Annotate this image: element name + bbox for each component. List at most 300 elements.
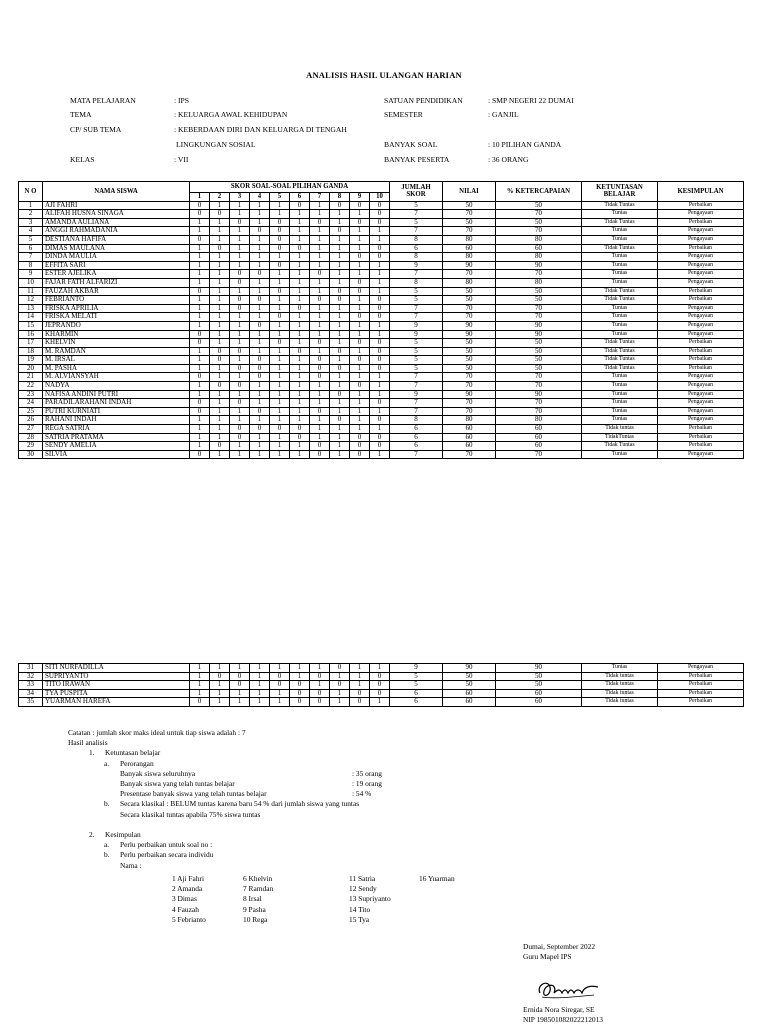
- question-score: 1: [330, 330, 350, 339]
- meta-value-subject: : IPS: [174, 96, 189, 105]
- achievement-percent: 50: [496, 201, 582, 210]
- item-a-number: a.: [104, 758, 110, 768]
- question-score: 0: [250, 373, 270, 382]
- student-number: 13: [19, 304, 43, 313]
- question-score: 1: [310, 261, 330, 270]
- student-name: SITI NURFADILLA: [43, 664, 190, 673]
- question-score: 1: [290, 416, 310, 425]
- question-score: 1: [270, 270, 290, 279]
- question-score: 1: [230, 390, 250, 399]
- achievement-percent: 90: [496, 321, 582, 330]
- achievement-percent: 70: [496, 210, 582, 219]
- student-number: 14: [19, 313, 43, 322]
- question-score: 0: [270, 672, 290, 681]
- question-score: 1: [310, 227, 330, 236]
- question-score: 1: [270, 450, 290, 459]
- question-score: 1: [250, 201, 270, 210]
- question-score: 1: [190, 356, 210, 365]
- item-b-cont: Secara klasikal tuntas apabila 75% siswa tuntas: [120, 809, 261, 819]
- question-score: 1: [230, 407, 250, 416]
- total-score: 8: [390, 253, 443, 262]
- meta-label-school: SATUAN PENDIDIKAN: [384, 96, 463, 105]
- question-score: 1: [310, 664, 330, 673]
- question-score: 1: [290, 321, 310, 330]
- remedial-student-name: 3 Dimas: [172, 894, 197, 904]
- student-name: ANGGI RAHMADANIA: [43, 227, 190, 236]
- question-score: 1: [330, 261, 350, 270]
- achievement-percent: 70: [496, 399, 582, 408]
- question-score: 1: [270, 433, 290, 442]
- question-score: 1: [210, 399, 230, 408]
- names-column-3: [349, 874, 391, 925]
- item2-number: 2.: [89, 830, 95, 840]
- question-score: 1: [290, 664, 310, 673]
- header-question-4: 4: [250, 193, 270, 202]
- total-score: 5: [390, 672, 443, 681]
- grade-value: 80: [443, 278, 496, 287]
- question-score: 1: [210, 304, 230, 313]
- student-number: 32: [19, 672, 43, 681]
- question-score: 1: [270, 698, 290, 707]
- names-label: Nama :: [120, 860, 142, 870]
- question-score: 1: [210, 689, 230, 698]
- total-score: 7: [390, 227, 443, 236]
- question-score: 1: [250, 442, 270, 451]
- conclusion: Perbaikan: [658, 433, 744, 442]
- item2-label: Kesimpulan: [105, 830, 141, 840]
- conclusion: Perbaikan: [658, 689, 744, 698]
- question-score: 1: [330, 339, 350, 348]
- student-name: KHARMIN: [43, 330, 190, 339]
- grade-value: 80: [443, 253, 496, 262]
- remedial-student-name: 1 Aji Fahri: [172, 874, 205, 883]
- question-score: 0: [190, 450, 210, 459]
- question-score: 0: [310, 364, 330, 373]
- header-question-6: 6: [290, 193, 310, 202]
- question-score: 1: [290, 210, 310, 219]
- conclusion: Pengayaan: [658, 382, 744, 391]
- question-score: 1: [290, 261, 310, 270]
- achievement-percent: 50: [496, 339, 582, 348]
- header-question-1: 1: [190, 193, 210, 202]
- conclusion: Pengayaan: [658, 450, 744, 459]
- grade-value: 90: [443, 321, 496, 330]
- question-score: 0: [190, 201, 210, 210]
- question-score: 1: [190, 313, 210, 322]
- question-score: 1: [290, 218, 310, 227]
- total-score: 5: [390, 218, 443, 227]
- question-score: 1: [270, 330, 290, 339]
- header-no: N O: [19, 182, 43, 202]
- question-score: 1: [230, 373, 250, 382]
- question-score: 1: [330, 356, 350, 365]
- question-score: 0: [310, 339, 330, 348]
- mastery-status: Tuntas: [582, 390, 658, 399]
- question-score: 1: [210, 425, 230, 434]
- mastery-status: Tuntas: [582, 210, 658, 219]
- student-number: 7: [19, 253, 43, 262]
- student-row: [19, 304, 744, 313]
- total-score: 9: [390, 330, 443, 339]
- grades-table-page2: [18, 663, 744, 707]
- question-score: 1: [190, 672, 210, 681]
- total-score: 5: [390, 287, 443, 296]
- question-score: 0: [230, 672, 250, 681]
- question-score: 1: [250, 416, 270, 425]
- question-score: 1: [210, 339, 230, 348]
- conclusion: Pengayaan: [658, 304, 744, 313]
- question-score: 1: [270, 364, 290, 373]
- student-row: [19, 313, 744, 322]
- achievement-percent: 50: [496, 218, 582, 227]
- question-score: 0: [190, 407, 210, 416]
- question-score: 0: [230, 296, 250, 305]
- student-name: SILVIA: [43, 450, 190, 459]
- grade-value: 90: [443, 390, 496, 399]
- meta-label-theme: TEMA: [70, 110, 92, 119]
- question-score: 1: [290, 356, 310, 365]
- total-score: 9: [390, 261, 443, 270]
- question-score: 1: [230, 689, 250, 698]
- question-score: 0: [330, 296, 350, 305]
- question-score: 0: [210, 672, 230, 681]
- question-score: 1: [350, 296, 370, 305]
- student-name: NAFISA ANDINI PUTRI: [43, 390, 190, 399]
- grade-value: 70: [443, 373, 496, 382]
- question-score: 1: [270, 304, 290, 313]
- student-number: 18: [19, 347, 43, 356]
- question-score: 1: [290, 227, 310, 236]
- question-score: 1: [310, 304, 330, 313]
- question-score: 1: [230, 210, 250, 219]
- question-score: 0: [310, 450, 330, 459]
- question-score: 1: [330, 450, 350, 459]
- remedial-student-name: 11 Satria: [349, 874, 376, 883]
- header-scores: SKOR SOAL-SOAL PILIHAN GANDA: [190, 182, 390, 193]
- student-number: 33: [19, 681, 43, 690]
- signature-nip: NIP 198501082022212013: [523, 1015, 603, 1025]
- item-kb-number: b.: [104, 850, 110, 860]
- student-name: FRISKA MELATI: [43, 313, 190, 322]
- achievement-percent: 70: [496, 313, 582, 322]
- question-score: 1: [290, 253, 310, 262]
- total-score: 8: [390, 278, 443, 287]
- note-catatan: Catatan : jumlah skor maks ideal untuk tiap siswa adalah : 7: [68, 728, 246, 737]
- question-score: 1: [190, 270, 210, 279]
- meta-value-questions: : 10 PILIHAN GANDA: [488, 140, 562, 149]
- total-score: 5: [390, 364, 443, 373]
- question-score: 0: [190, 287, 210, 296]
- conclusion: Pengayaan: [658, 399, 744, 408]
- student-name: AMANDA AULIANA: [43, 218, 190, 227]
- stat-label-passed: Banyak siswa yang telah tuntas belajar: [120, 779, 235, 789]
- question-score: 1: [250, 313, 270, 322]
- signature-place-date: Dumai, September 2022: [523, 942, 596, 951]
- student-row: [19, 261, 744, 270]
- question-score: 1: [190, 390, 210, 399]
- page-title: ANALISIS HASIL ULANGAN HARIAN: [306, 70, 462, 80]
- achievement-percent: 60: [496, 425, 582, 434]
- conclusion: Perbaikan: [658, 339, 744, 348]
- student-row: [19, 321, 744, 330]
- student-number: 25: [19, 407, 43, 416]
- question-score: 1: [190, 442, 210, 451]
- grade-value: 60: [443, 689, 496, 698]
- question-score: 1: [350, 321, 370, 330]
- question-score: 0: [250, 356, 270, 365]
- question-score: 0: [210, 356, 230, 365]
- question-score: 0: [310, 296, 330, 305]
- question-score: 1: [230, 416, 250, 425]
- conclusion: Pengayaan: [658, 664, 744, 673]
- achievement-percent: 70: [496, 450, 582, 459]
- student-number: 27: [19, 425, 43, 434]
- question-score: 1: [210, 373, 230, 382]
- analysis-notes: [68, 728, 382, 871]
- grade-value: 50: [443, 356, 496, 365]
- question-score: 1: [210, 450, 230, 459]
- grade-value: 50: [443, 364, 496, 373]
- student-row: [19, 227, 744, 236]
- grade-value: 90: [443, 664, 496, 673]
- meta-label-subtheme: CP/ SUB TEMA: [70, 125, 122, 134]
- question-score: 1: [310, 244, 330, 253]
- remedial-student-name: 2 Amanda: [172, 884, 203, 894]
- remedial-student-name: 8 Irsal: [243, 894, 262, 904]
- question-score: 1: [350, 399, 370, 408]
- question-score: 1: [270, 356, 290, 365]
- question-score: 1: [370, 390, 390, 399]
- total-score: 8: [390, 416, 443, 425]
- student-name: AJI FAHRI: [43, 201, 190, 210]
- achievement-percent: 50: [496, 681, 582, 690]
- question-score: 0: [350, 442, 370, 451]
- question-score: 1: [310, 210, 330, 219]
- total-score: 7: [390, 382, 443, 391]
- question-score: 0: [370, 672, 390, 681]
- question-score: 1: [250, 287, 270, 296]
- question-score: 1: [350, 270, 370, 279]
- question-score: 1: [190, 433, 210, 442]
- achievement-percent: 50: [496, 296, 582, 305]
- student-number: 26: [19, 416, 43, 425]
- question-score: 1: [290, 672, 310, 681]
- question-score: 0: [230, 218, 250, 227]
- question-score: 0: [270, 261, 290, 270]
- question-score: 1: [330, 278, 350, 287]
- question-score: 1: [350, 364, 370, 373]
- grade-value: 70: [443, 399, 496, 408]
- question-score: 1: [330, 244, 350, 253]
- question-score: 1: [310, 382, 330, 391]
- question-score: 1: [250, 347, 270, 356]
- remedial-student-name: 13 Supriyanto: [349, 894, 391, 904]
- question-score: 1: [310, 390, 330, 399]
- item-b-label: Secara klasikal : BELUM tuntas karena baru 54 % dari jumlah siswa yang tuntas: [120, 799, 360, 809]
- conclusion: Perbaikan: [658, 244, 744, 253]
- question-score: 1: [230, 339, 250, 348]
- student-number: 22: [19, 382, 43, 391]
- question-score: 1: [330, 382, 350, 391]
- header-question-9: 9: [350, 193, 370, 202]
- student-name: YUARMAN HAREFA: [43, 698, 190, 707]
- question-score: 1: [190, 689, 210, 698]
- conclusion: Pengayaan: [658, 330, 744, 339]
- student-number: 11: [19, 287, 43, 296]
- question-score: 1: [210, 364, 230, 373]
- student-number: 28: [19, 433, 43, 442]
- student-number: 20: [19, 364, 43, 373]
- student-row: [19, 235, 744, 244]
- student-number: 23: [19, 390, 43, 399]
- question-score: 1: [250, 382, 270, 391]
- student-row: [19, 347, 744, 356]
- question-score: 1: [270, 201, 290, 210]
- grade-value: 60: [443, 433, 496, 442]
- grade-value: 70: [443, 304, 496, 313]
- question-score: 1: [370, 450, 390, 459]
- names-column-2: [243, 874, 273, 925]
- mastery-status: Tuntas: [582, 261, 658, 270]
- question-score: 0: [310, 442, 330, 451]
- student-name: PUTRI KURNIATI: [43, 407, 190, 416]
- grade-value: 50: [443, 672, 496, 681]
- student-row: [19, 364, 744, 373]
- question-score: 0: [270, 218, 290, 227]
- student-name: FRISKA APRILIA: [43, 304, 190, 313]
- grade-value: 60: [443, 698, 496, 707]
- question-score: 1: [250, 278, 270, 287]
- remedial-student-name: 12 Sendy: [349, 884, 377, 894]
- question-score: 0: [190, 339, 210, 348]
- question-score: 1: [250, 253, 270, 262]
- grade-value: 60: [443, 442, 496, 451]
- achievement-percent: 60: [496, 433, 582, 442]
- conclusion: Perbaikan: [658, 347, 744, 356]
- question-score: 1: [350, 304, 370, 313]
- student-row: [19, 278, 744, 287]
- meta-value-theme: : KELUARGA AWAL KEHIDUPAN: [174, 110, 288, 119]
- question-score: 0: [290, 244, 310, 253]
- signature-identity: [523, 1005, 603, 1025]
- conclusion: Pengayaan: [658, 407, 744, 416]
- question-score: 1: [330, 304, 350, 313]
- question-score: 0: [270, 235, 290, 244]
- grade-value: 80: [443, 416, 496, 425]
- question-score: 1: [250, 672, 270, 681]
- header-question-2: 2: [210, 193, 230, 202]
- mastery-status: Tidak Tuntas: [582, 339, 658, 348]
- question-score: 1: [290, 313, 310, 322]
- question-score: 0: [250, 296, 270, 305]
- question-score: 1: [270, 373, 290, 382]
- conclusion: Pengayaan: [658, 227, 744, 236]
- achievement-percent: 70: [496, 270, 582, 279]
- conclusion: Pengayaan: [658, 390, 744, 399]
- signature-role: Guru Mapel IPS: [523, 952, 572, 962]
- total-score: 6: [390, 425, 443, 434]
- question-score: 1: [350, 416, 370, 425]
- question-score: 0: [370, 210, 390, 219]
- student-row: [19, 664, 744, 673]
- question-score: 1: [290, 278, 310, 287]
- total-score: 7: [390, 313, 443, 322]
- question-score: 0: [310, 218, 330, 227]
- question-score: 0: [350, 313, 370, 322]
- question-score: 0: [310, 270, 330, 279]
- question-score: 1: [350, 227, 370, 236]
- question-score: 1: [350, 261, 370, 270]
- grade-value: 70: [443, 382, 496, 391]
- question-score: 1: [210, 416, 230, 425]
- grade-value: 70: [443, 227, 496, 236]
- question-score: 1: [210, 201, 230, 210]
- student-number: 31: [19, 664, 43, 673]
- question-score: 1: [190, 253, 210, 262]
- question-score: 1: [270, 390, 290, 399]
- question-score: 1: [370, 407, 390, 416]
- question-score: 1: [310, 330, 330, 339]
- question-score: 1: [310, 321, 330, 330]
- question-score: 0: [210, 347, 230, 356]
- achievement-percent: 60: [496, 698, 582, 707]
- question-score: 1: [310, 253, 330, 262]
- student-number: 34: [19, 689, 43, 698]
- question-score: 1: [270, 296, 290, 305]
- header-question-8: 8: [330, 193, 350, 202]
- question-score: 1: [250, 390, 270, 399]
- student-number: 15: [19, 321, 43, 330]
- question-score: 1: [210, 227, 230, 236]
- grade-value: 70: [443, 270, 496, 279]
- question-score: 1: [330, 253, 350, 262]
- student-name: KHELVIN: [43, 339, 190, 348]
- question-score: 1: [290, 373, 310, 382]
- question-score: 1: [190, 382, 210, 391]
- question-score: 1: [270, 253, 290, 262]
- question-score: 1: [330, 407, 350, 416]
- student-row: [19, 689, 744, 698]
- student-name: REGA SATRIA: [43, 425, 190, 434]
- header-question-7: 7: [310, 193, 330, 202]
- item-a-label: Perorangan: [120, 758, 154, 768]
- grade-value: 70: [443, 450, 496, 459]
- question-score: 1: [210, 287, 230, 296]
- question-score: 1: [290, 339, 310, 348]
- question-score: 1: [290, 407, 310, 416]
- remedial-student-name: 14 Tito: [349, 904, 371, 914]
- grade-value: 70: [443, 210, 496, 219]
- question-score: 0: [270, 313, 290, 322]
- mastery-status: Tidak Tuntas: [582, 218, 658, 227]
- grade-value: 50: [443, 218, 496, 227]
- question-score: 1: [330, 210, 350, 219]
- question-score: 0: [290, 433, 310, 442]
- question-score: 1: [230, 287, 250, 296]
- student-name: DINDA MAULIA: [43, 253, 190, 262]
- question-score: 0: [290, 201, 310, 210]
- question-score: 1: [210, 278, 230, 287]
- question-score: 1: [270, 399, 290, 408]
- question-score: 1: [330, 433, 350, 442]
- question-score: 0: [370, 689, 390, 698]
- student-row: [19, 698, 744, 707]
- question-score: 1: [270, 278, 290, 287]
- question-score: 0: [190, 235, 210, 244]
- question-score: 0: [290, 304, 310, 313]
- meta-value-participants: : 36 ORANG: [488, 155, 529, 164]
- grade-value: 50: [443, 296, 496, 305]
